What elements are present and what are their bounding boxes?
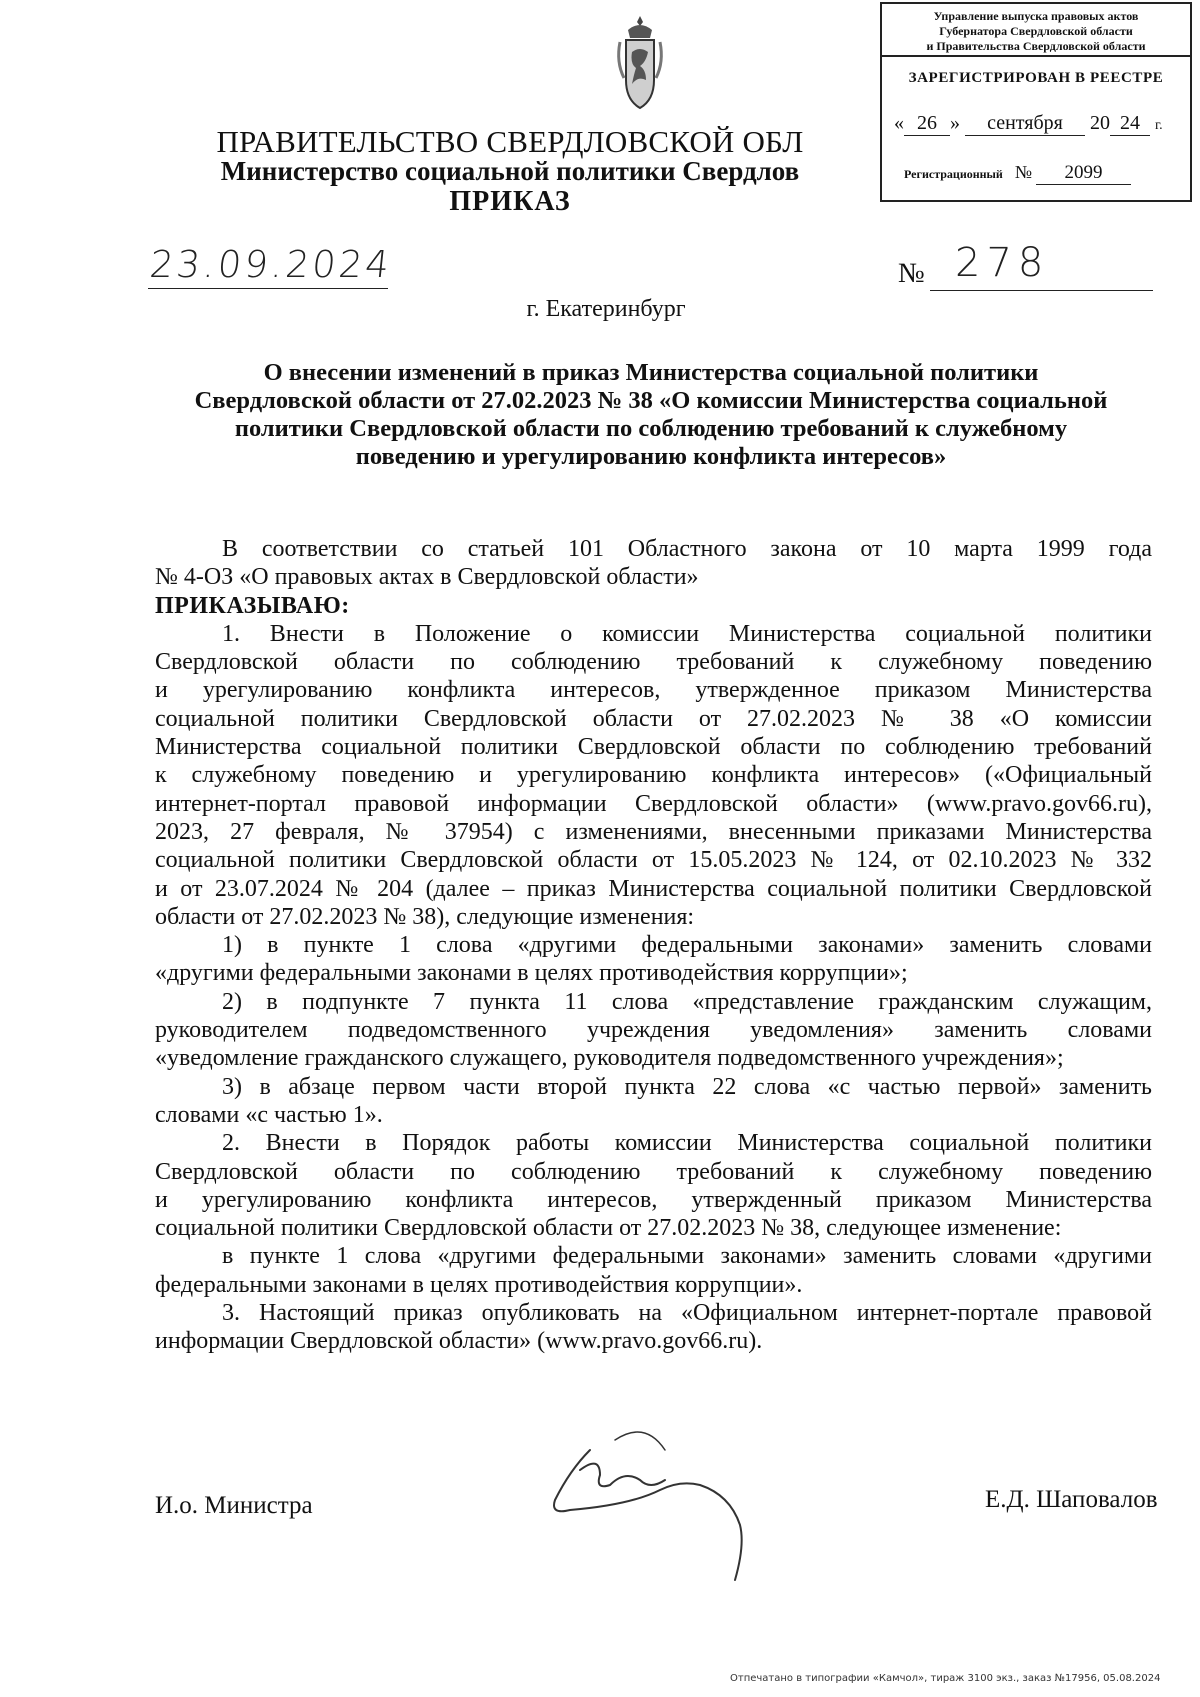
registration-org-line: Губернатора Свердловской области — [939, 24, 1133, 38]
registration-number: 2099 — [1036, 162, 1131, 185]
order-title — [150, 359, 1152, 471]
body-line: руководителем подведомственного учреждения уведомления» заменить словами — [155, 1017, 1152, 1044]
title-line: поведению и урегулированию конфликта интересов» — [355, 443, 947, 470]
government-title: ПРАВИТЕЛЬСТВО СВЕРДЛОВСКОЙ ОБЛ — [216, 124, 804, 159]
body-line: 2023, 27 февраля, № 37954) с изменениями, внесенными приказами Министерства — [155, 818, 1152, 845]
order-number-sign: № — [898, 258, 925, 289]
body-line: интернет-портал правовой информации Свердловской области» (www.pravo.gov66.ru), — [155, 790, 1152, 817]
registration-status: ЗАРЕГИСТРИРОВАН В РЕЕСТРЕ — [908, 70, 1164, 86]
order-directive: ПРИКАЗЫВАЮ: — [155, 592, 350, 619]
order-number: 278 — [955, 240, 1050, 286]
body-line: и урегулированию конфликта интересов, утвержденное приказом Министерства — [155, 677, 1152, 704]
registration-year-abbr: г. — [1155, 118, 1163, 133]
body-line: и от 23.07.2024 № 204 (далее – приказ Министерства социальной политики Свердловской — [155, 875, 1152, 902]
registration-org-line: Управление выпуска правовых актов — [933, 9, 1139, 23]
body-line: В соответствии со статьей 101 Областного закона от 10 марта 1999 года — [222, 536, 1152, 562]
print-info: Отпечатано в типографии «Камчол», тираж 3100 экз., заказ №17956, 05.08.2024 — [730, 1673, 1161, 1684]
registration-year-prefix: 20 — [1090, 112, 1110, 134]
body-line: федеральными законами в целях противодействия коррупции». — [155, 1271, 803, 1298]
order-date-underline — [148, 288, 388, 289]
signer-name: Е.Д. Шаповалов — [985, 1486, 1158, 1513]
registration-number-sign: № — [1014, 162, 1033, 182]
registration-year-suffix: 24 — [1110, 112, 1150, 136]
registration-org — [882, 4, 1190, 57]
body-line: словами «с частью 1». — [155, 1101, 383, 1128]
body-line: к служебному поведению и урегулированию конфликта интересов» («Официальный — [155, 762, 1152, 789]
order-body — [155, 535, 1152, 1356]
document-type: ПРИКАЗ — [449, 186, 571, 217]
body-line: социальной политики Свердловской области от 27.02.2023 № 38, следующее изменение: — [155, 1215, 1062, 1242]
body-line: 2) в подпункте 7 пункта 11 слова «представление гражданским служащим, — [222, 988, 1152, 1015]
registration-org-line: и Правительства Свердловской области — [926, 39, 1146, 53]
quote-close: » — [950, 112, 960, 134]
body-line: области от 27.02.2023 № 38), следующие изменения: — [155, 903, 695, 930]
body-line: Свердловской области по соблюдению требований к служебному поведению — [155, 649, 1152, 676]
body-line: информации Свердловской области» (www.pravo.gov66.ru). — [155, 1328, 763, 1355]
registration-stamp — [880, 2, 1192, 202]
body-line: 3. Настоящий приказ опубликовать на «Официальном интернет-портале правовой — [222, 1300, 1152, 1327]
quote-open: « — [894, 112, 904, 134]
order-number-underline — [930, 290, 1153, 291]
body-line: Министерства социальной политики Свердловской области по соблюдению требований — [155, 734, 1152, 761]
registration-day: 26 — [904, 112, 950, 136]
signer-title: И.о. Министра — [155, 1492, 313, 1519]
body-line: 1. Внести в Положение о комиссии Министерства социальной политики — [222, 620, 1152, 647]
registration-month: сентября — [965, 112, 1085, 136]
handwritten-signature — [520, 1420, 770, 1590]
body-line: «уведомление гражданского служащего, руководителя подведомственного учреждения»; — [155, 1045, 1064, 1072]
body-line: социальной политики Свердловской области от 15.05.2023 № 124, от 02.10.2023 № 332 — [155, 847, 1152, 874]
ministry-title: Министерство социальной политики Свердлов — [220, 156, 800, 186]
coat-of-arms-icon — [612, 12, 668, 116]
body-line: в пункте 1 слова «другими федеральными законами» заменить словами «другими — [222, 1243, 1152, 1270]
title-line: политики Свердловской области по соблюдению требований к служебному — [234, 415, 1068, 442]
body-line: и урегулированию конфликта интересов, утвержденный приказом Министерства — [155, 1186, 1152, 1213]
body-line: «другими федеральными законами в целях противодействия коррупции»; — [155, 960, 908, 987]
title-line: О внесении изменений в приказ Министерства социальной политики — [263, 359, 1039, 386]
title-line: Свердловской области от 27.02.2023 № 38 «О комиссии Министерства социальной — [194, 387, 1108, 414]
registration-number-row — [904, 162, 1131, 185]
body-line: Свердловской области по соблюдению требований к служебному поведению — [155, 1158, 1152, 1185]
body-line: 1) в пункте 1 слова «другими федеральными законами» заменить словами — [222, 932, 1152, 959]
registration-number-label: Регистрационный — [904, 167, 1003, 181]
body-line: социальной политики Свердловской области от 27.02.2023 № 38 «О комиссии — [155, 705, 1152, 732]
body-line: 2. Внести в Порядок работы комиссии Министерства социальной политики — [222, 1130, 1152, 1157]
registration-date — [894, 112, 1163, 136]
order-date: 23.09.2024 — [147, 243, 395, 286]
body-line: 3) в абзаце первом части второй пункта 22 слова «с частью первой» заменить — [222, 1073, 1152, 1100]
body-line: № 4-ОЗ «О правовых актах в Свердловской области» — [155, 564, 699, 591]
city: г. Екатеринбург — [526, 296, 686, 322]
